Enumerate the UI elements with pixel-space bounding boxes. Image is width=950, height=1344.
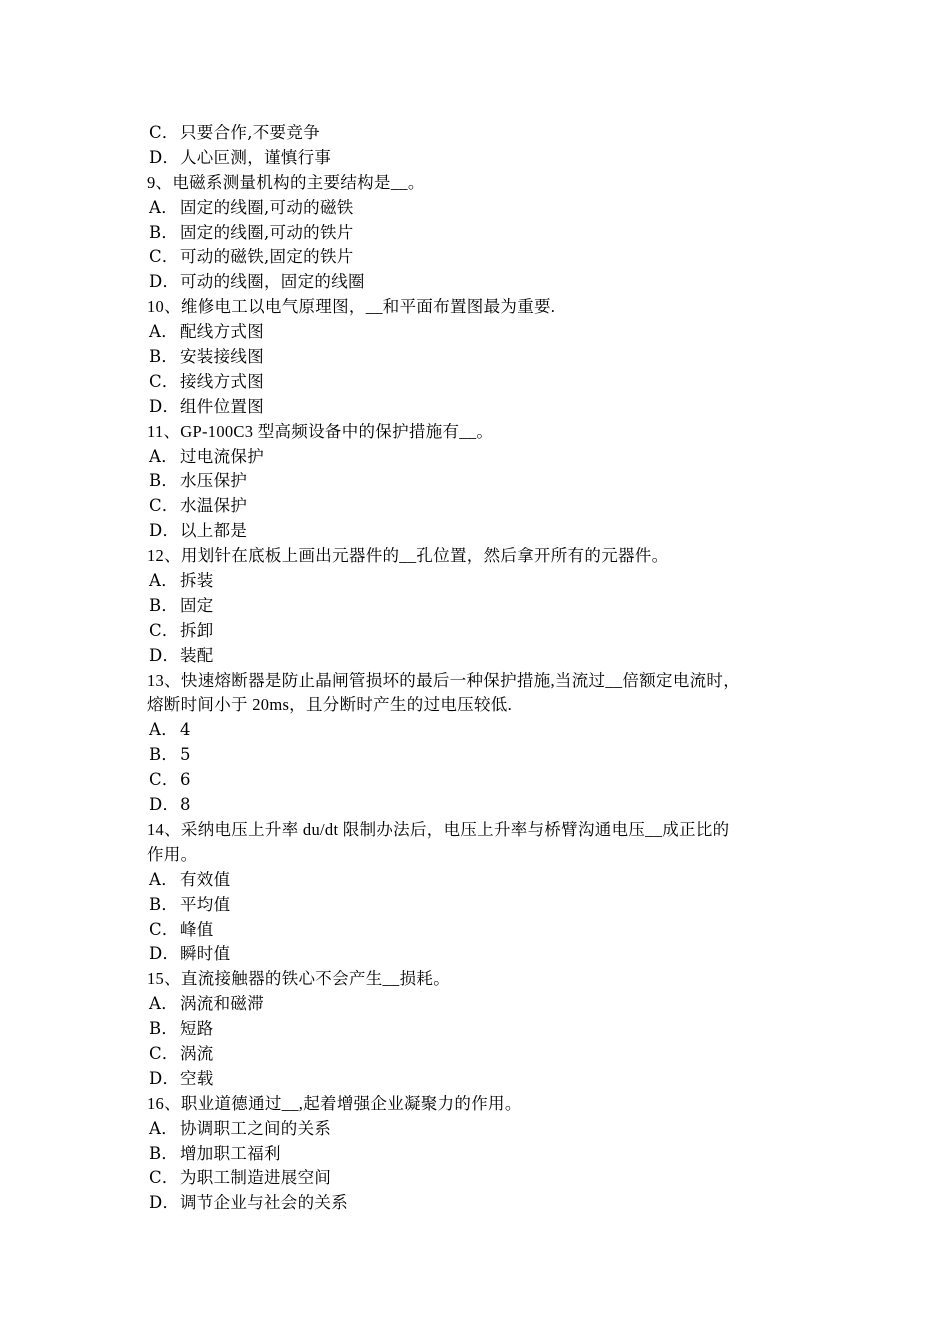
option-text: 涡流 <box>180 1043 214 1063</box>
answer-option <box>147 942 827 967</box>
option-label: D． <box>149 795 180 815</box>
option-text: 为职工制造进展空间 <box>180 1168 332 1188</box>
option-label: C． <box>149 496 179 516</box>
option-text: 增加职工福利 <box>180 1143 281 1163</box>
option-label: A． <box>149 446 179 466</box>
option-text: 拆卸 <box>180 620 214 640</box>
option-label: B． <box>149 471 179 491</box>
answer-option <box>147 1117 827 1142</box>
answer-option <box>147 569 827 594</box>
option-text: 5 <box>180 745 191 765</box>
option-text: 协调职工之间的关系 <box>180 1118 332 1138</box>
option-text: 平均值 <box>180 894 231 914</box>
option-text: 调节企业与社会的关系 <box>180 1193 348 1213</box>
answer-option <box>147 469 827 494</box>
answer-option <box>147 146 827 171</box>
option-text: 装配 <box>180 645 214 665</box>
answer-option <box>147 868 827 893</box>
question-text: 15、直流接触器的铁心不会产生__损耗。 <box>147 969 450 989</box>
option-label: C． <box>149 620 179 640</box>
option-label: D． <box>149 147 180 167</box>
question-text: 12、用划针在底板上画出元器件的__孔位置，然后拿开所有的元器件。 <box>147 546 669 566</box>
option-label: D． <box>149 1068 180 1088</box>
option-label: C． <box>149 770 179 790</box>
answer-option <box>147 1067 827 1092</box>
answer-option <box>147 1042 827 1067</box>
question-text: 作用。 <box>147 844 198 864</box>
answer-option <box>147 992 827 1017</box>
option-label: C． <box>149 919 179 939</box>
option-label: B． <box>149 595 179 615</box>
answer-option <box>147 245 827 270</box>
answer-option <box>147 345 827 370</box>
question-text: 11、GP-100C3 型高频设备中的保护措施有__。 <box>147 421 494 441</box>
option-label: D． <box>149 944 180 964</box>
option-label: C． <box>149 1043 179 1063</box>
option-label: D． <box>149 272 180 292</box>
option-text: 涡流和磁滞 <box>180 994 264 1014</box>
option-label: B． <box>149 1143 179 1163</box>
option-label: A． <box>149 720 179 740</box>
answer-option <box>147 718 827 743</box>
option-text: 短路 <box>180 1019 214 1039</box>
question-text: 16、职业道德通过__,起着增强企业凝聚力的作用。 <box>147 1093 522 1113</box>
option-text: 6 <box>180 770 191 790</box>
option-text: 水压保护 <box>180 471 248 491</box>
option-text: 固定 <box>180 595 214 615</box>
question-text: 9、电磁系测量机构的主要结构是__。 <box>147 172 425 192</box>
option-label: B． <box>149 894 179 914</box>
option-text: 有效值 <box>180 869 231 889</box>
question-text: 熔断时间小于 20ms，且分断时产生的过电压较低. <box>147 695 513 715</box>
answer-option <box>147 893 827 918</box>
option-text: 4 <box>180 720 191 740</box>
answer-option <box>147 1191 827 1216</box>
option-text: 瞬时值 <box>180 944 231 964</box>
answer-option <box>147 196 827 221</box>
option-label: B． <box>149 1019 179 1039</box>
option-label: C． <box>149 123 179 142</box>
option-text: 可动的磁铁,固定的铁片 <box>180 247 354 267</box>
answer-option <box>147 221 827 246</box>
answer-option <box>147 121 827 146</box>
option-label: D． <box>149 1193 180 1213</box>
option-label: A． <box>149 994 179 1014</box>
option-label: A． <box>149 571 179 591</box>
answer-option <box>147 644 827 669</box>
option-text: 空载 <box>180 1068 214 1088</box>
option-text: 安装接线图 <box>180 347 264 367</box>
answer-option <box>147 743 827 768</box>
answer-option <box>147 320 827 345</box>
option-label: B． <box>149 222 179 242</box>
option-label: D． <box>149 521 180 541</box>
answer-option <box>147 270 827 295</box>
option-text: 固定的线圈,可动的磁铁 <box>180 197 354 217</box>
option-text: 固定的线圈,可动的铁片 <box>180 222 354 242</box>
option-text: 组件位置图 <box>180 396 264 416</box>
option-label: D． <box>149 645 180 665</box>
option-label: A． <box>149 1118 179 1138</box>
option-text: 过电流保护 <box>180 446 264 466</box>
option-text: 拆装 <box>180 571 214 591</box>
answer-option <box>147 494 827 519</box>
answer-option <box>147 768 827 793</box>
answer-option <box>147 519 827 544</box>
question-text: 10、维修电工以电气原理图，__和平面布置图最为重要. <box>147 297 556 317</box>
answer-option <box>147 1142 827 1167</box>
option-text: 可动的线圈，固定的线圈 <box>180 272 365 292</box>
option-text: 配线方式图 <box>180 322 264 342</box>
option-text: 8 <box>180 795 191 815</box>
question-text: 13、快速熔断器是防止晶闸管损坏的最后一种保护措施,当流过__倍额定电流时， <box>147 670 741 690</box>
answer-option <box>147 1166 827 1191</box>
option-label: C． <box>149 371 179 391</box>
option-text: 峰值 <box>180 919 214 939</box>
answer-option <box>147 1017 827 1042</box>
option-text: 只要合作,不要竞争 <box>180 123 320 142</box>
option-label: A． <box>149 322 179 342</box>
answer-option <box>147 619 827 644</box>
option-label: C． <box>149 247 179 267</box>
option-label: B． <box>149 347 179 367</box>
option-label: A． <box>149 869 179 889</box>
option-text: 水温保护 <box>180 496 248 516</box>
option-label: B． <box>149 745 179 765</box>
question-text: 14、采纳电压上升率 du/dt 限制办法后，电压上升率与桥臂沟通电压__成正比的 <box>147 819 730 839</box>
option-label: D． <box>149 396 180 416</box>
option-label: A． <box>149 197 179 217</box>
answer-option <box>147 918 827 943</box>
exam-question-list <box>147 121 827 1216</box>
answer-option <box>147 594 827 619</box>
option-text: 接线方式图 <box>180 371 264 391</box>
option-text: 以上都是 <box>180 521 248 541</box>
option-text: 人心叵测，谨慎行事 <box>180 147 332 167</box>
option-label: C． <box>149 1168 179 1188</box>
answer-option <box>147 395 827 420</box>
answer-option <box>147 793 827 818</box>
answer-option <box>147 370 827 395</box>
answer-option <box>147 445 827 470</box>
